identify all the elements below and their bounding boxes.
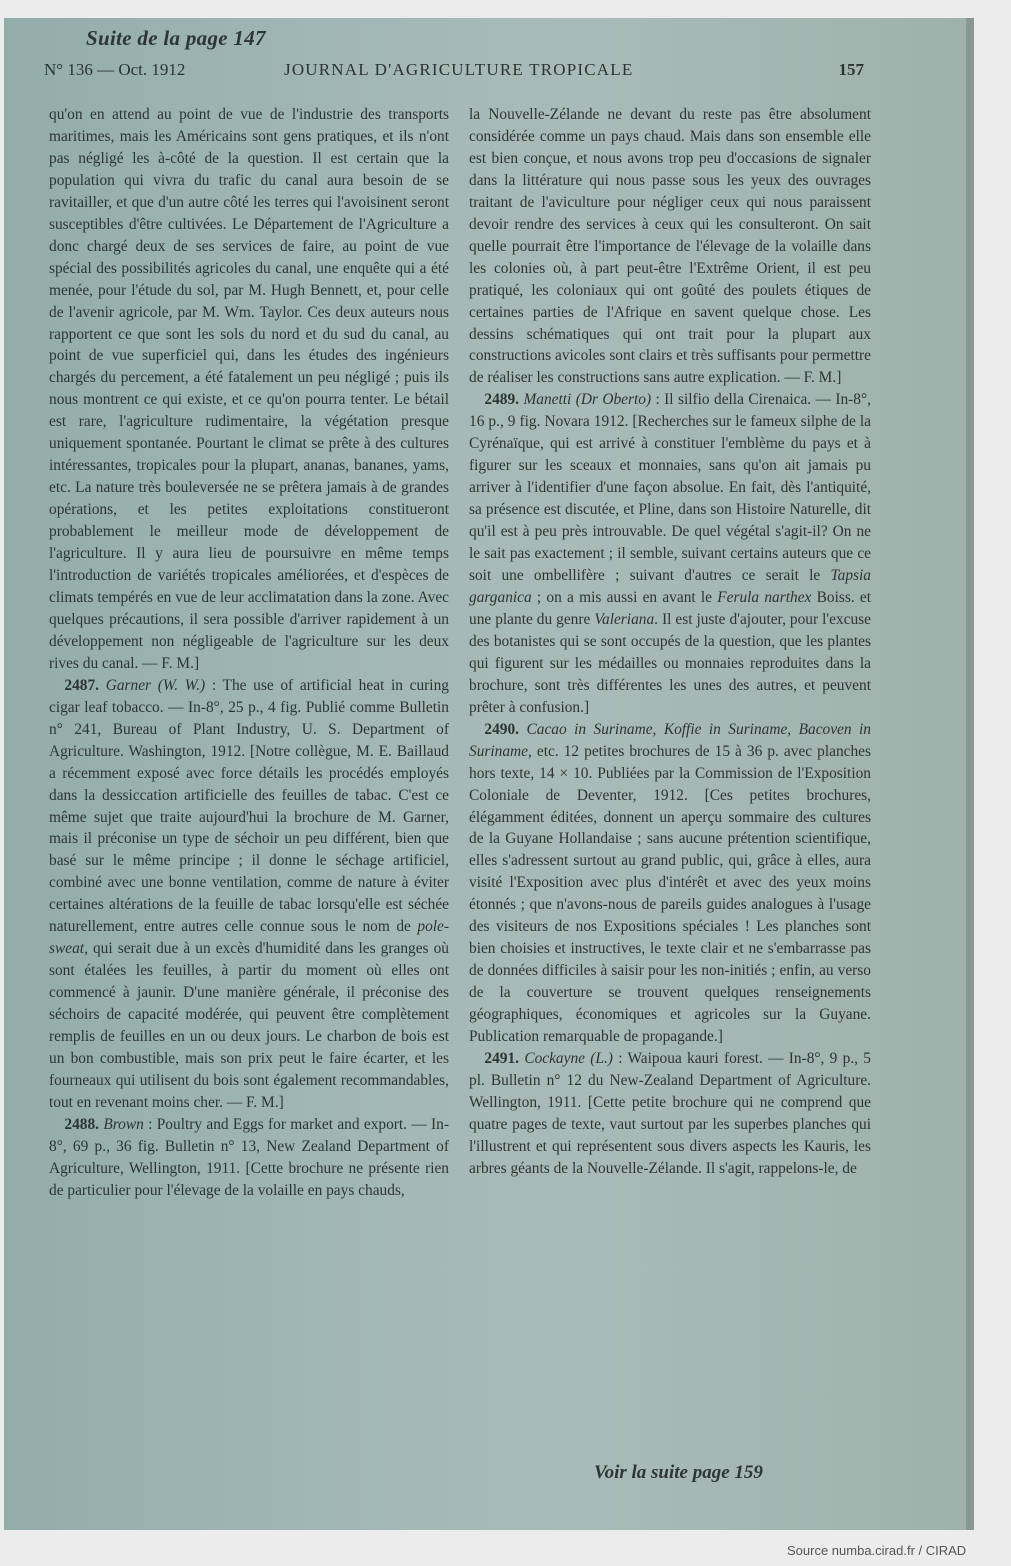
review-continuation: la Nouvelle-Zélande ne devant du reste pas être absolument considérée comme un pays chaud. Mais dans son ensemble elle est bien conçue, et nous avons trop peu d'occasions de signaler dans la littérature qui nous passe sous les yeux des ouvrages traitant de l'aviculture pour négliger ceux qui nous paraissent devoir rendre des services à ceux qui les consulteront. On sait quelle pourrait être l'importance de l'élevage de la volaille dans les colonies où, à part peut-être l'Extrême Orient, il est peu pratiqué, les coloniaux qui ont goûté des poulets étiques de certaines parties de l'Afrique en savent quelque chose. Les dessins schématiques qui ont trait pour la plupart aux constructions avicoles sont clairs et très suffisants pour permettre de réaliser les constructions sans autre explication. — F. M.] — [469, 106, 871, 387]
entry-text: , qui serait due à un excès d'humidité dans les granges où sont étalées les feuilles, à partir du moment où elles ont commencé à jaunir. D'une manière générale, il préconise des séchoirs de capacité modérée, qui peuvent être complètement remplis de feuilles en un ou deux jours. Le charbon de bois est un bon combustible, mais son prix peut le faire écarter, et les fourneaux qui utilisent du bois sont également recommandables, tout en revenant moins cher. — F. M.] — [49, 940, 449, 1111]
entry-2489 — [469, 389, 871, 718]
entry-term: pole-sweat — [49, 918, 449, 958]
entry-author: Garner (W. W.) — [105, 676, 206, 694]
source-credit: Source numba.cirad.fr / CIRAD — [787, 1543, 967, 1558]
page-number: 157 — [838, 60, 864, 79]
entry-2490 — [469, 719, 871, 1048]
journal-title: JOURNAL D'AGRICULTURE TROPICALE — [284, 60, 634, 79]
page-edge — [966, 18, 974, 1530]
entry-2488 — [49, 1114, 449, 1202]
entry-2487 — [49, 675, 449, 1114]
entry-text: : The use of artificial heat in curing cigar leaf tobacco. — In-8°, 25 p., 4 fig. Publié comme Bulletin n° 241, Bureau of Plant Industry, U. S. Department of Agriculture. Washington, 1912. [Notre collègue, M. E. Baillaud a récemment exposé avec force détails les procédés employés dans la dessiccation artificielle des feuilles de tabac. C'est ce même sujet que traite aujourd'hui la brochure de M. Garner, mais il préconise un type de séchoir un peu différent, bien que basé sur le même principe ; il donne le séchage artificiel, combiné avec une bonne ventilation, comme de nature à éviter certaines altérations de la feuille de tabac lorsqu'elle est séchée naturellement, entre autres celle connue sous le nom de — [49, 676, 449, 936]
entry-text: Boiss. et une plante du genre — [469, 588, 871, 628]
entry-number: 2490. — [484, 720, 520, 738]
review-continuation: qu'on en attend au point de vue de l'industrie des transports maritimes, mais les Américains sont gens pratiques, et ils n'ont pas négligé les à-côté de la question. Il est certain que la population qui vivra du trafic du canal aura besoin de se ravitailler, et que d'un autre côté les terres qui l'avoisinent seront susceptibles d'être cultivées. Le Département de l'Agriculture a donc chargé deux de ses services de faire, au point de vue spécial des possibilités agricoles du canal, une enquête qui a été menée, pour l'étude du sol, par M. Hugh Bennett, et, pour celle de l'avenir agricole, par M. Wm. Taylor. Ces deux auteurs nous rapportent ce que sont les sols du nord et du sud du canal, au point de vue superficiel qui, dans les études des ingénieurs chargés du percement, a été fatalement un peu négligé ; puis ils nous montrent ce qui existe, et ce qu'on pourra tenter. Le bétail est rare, l'agriculture rudimentaire, la végétation presque uniquement spontanée. Pourtant le climat se prête à des cultures intéressantes, tropicales pour la plupart, ananas, bananes, yams, etc. La nature très bouleversée ne se prêtera jamais à de grandes opérations, et les petites exploitations constitueront probablement le meilleur mode de développement de l'agriculture. Il y aura lieu de poursuivre en même temps l'introduction de variétés tropicales améliorées, et d'espèces de climats tempérés en vue de leur acclimatation dans la zone. Avec quelques précautions, il sera possible d'arriver rapidement à un développement non négligeable de l'agriculture sur les deux rives du canal. — F. M.] — [49, 106, 449, 672]
right-column — [469, 104, 871, 1454]
entry-author: Manetti (Dr Oberto) — [523, 391, 652, 409]
left-column — [49, 104, 449, 1454]
continuation-note-bottom: Voir la suite page 159 — [594, 1462, 763, 1483]
issue-date: N° 136 — Oct. 1912 — [44, 60, 186, 79]
entry-number: 2491. — [484, 1049, 520, 1067]
entry-term: Tapsia garganica — [469, 567, 871, 606]
entry-2491 — [469, 1048, 871, 1180]
entry-term: Ferula narthex — [717, 588, 812, 606]
entry-text: . Il est juste d'ajouter, pour l'excuse des botanistes qui se sont occupés de la question, que les plantes qui figurent sur les médailles ou monnaies reproduites dans la brochure, sont très différentes les unes des autres, et peuvent prêter à confusion.] — [469, 610, 871, 716]
entry-text: , etc. 12 petites brochures de 15 à 36 p. avec planches hors texte, 14 × 10. Publiées par la Commission de l'Exposition Coloniale de Deventer, 1912. [Ces petites brochures, élégamment éditées, donnent un aperçu sommaire des cultures de la Guyane Hollandaise ; sans aucune prétention scientifique, elles s'adressent surtout au grand public, qui, grâce à elles, aura visité l'Exposition avec plus d'intérêt et avec des yeux moins étonnés ; que n'avons-nous de pareils guides analogues à l'usage des visiteurs de nos Expositions spéciales ! Les planches sont bien choisies et instructives, le texte clair et ne s'embarrasse pas de données difficiles à saisir pour les non-initiés ; enfin, au verso de la couverture se trouvent quelques renseignements géographiques, économiques et agricoles sur la Guyane. Publication remarquable de propagande.] — [469, 742, 871, 1046]
entry-text: ; on a mis aussi en avant le — [531, 588, 718, 606]
entry-text: : Il silfio della Cirenaica. — In-8°, 16 p., 9 fig. Novara 1912. [Recherches sur le fameux silphe de la Cyrénaïque, qui est arrivé à constituer l'emblème du pays et à figurer sur les sceaux et monnaies, sans qu'on ait jamais pu arriver à l'identifier d'une façon absolue. En fait, dès l'antiquité, sa présence est discutée, et Pline, dans son Histoire Naturelle, dit qu'il est à peu près introuvable. De quel végétal s'agit-il? On ne le sait pas exactement ; il semble, suivant certains auteurs que ce soit une ombellifère ; suivant d'autres ce serait le — [469, 391, 871, 585]
running-header — [44, 60, 864, 84]
entry-term: Valeriana — [594, 610, 655, 628]
entry-author: Brown — [103, 1115, 144, 1133]
entry-text: : Poultry and Eggs for market and export. — In-8°, 69 p., 36 fig. Bulletin n° 13, New Zealand Department of Agriculture, Wellington, 1911. [Cette brochure ne présente rien de particulier pour l'élevage de la volaille en pays chauds, — [49, 1115, 449, 1199]
entry-number: 2487. — [64, 676, 100, 694]
entry-author: Cockayne (L.) — [524, 1049, 613, 1067]
entry-number: 2489. — [484, 391, 520, 409]
entry-text: : Waipoua kauri forest. — In-8°, 9 p., 5 pl. Bulletin n° 12 du New-Zealand Department of Agriculture. Wellington, 1911. [Cette petite brochure qui ne comprend que quatre pages de texte, vaut surtout par les superbes planches qui l'illustrent et qui représentent sous divers aspects les Kauris, les arbres géants de la Nouvelle-Zélande. Il s'agit, rappelons-le, de — [469, 1049, 871, 1177]
entry-title: Cacao in Suriname, Koffie in Suriname, Bacoven in Suriname — [469, 720, 871, 760]
continuation-note-top: Suite de la page 147 — [86, 26, 266, 50]
entry-number: 2488. — [64, 1115, 100, 1133]
